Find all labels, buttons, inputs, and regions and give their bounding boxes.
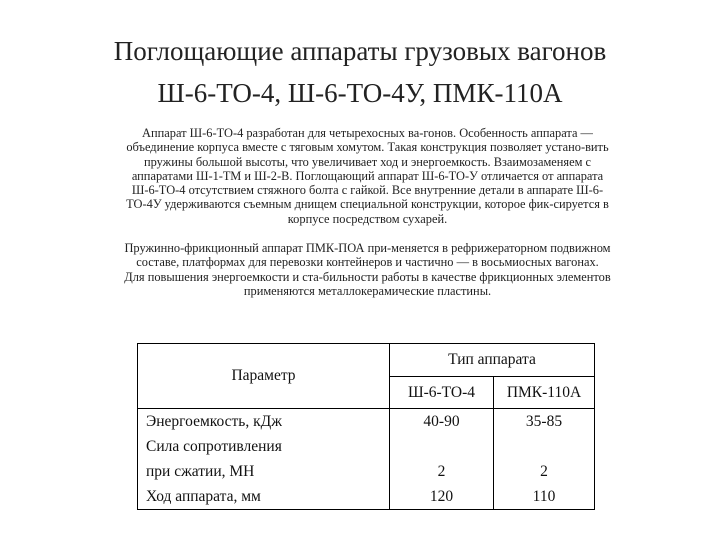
paragraph-line: Ш-6-ТО-4 отсутствием стяжного болта с гайкой. Все внутренние детали в аппарате Ш-6- <box>131 183 604 198</box>
paragraph-line: Пружинно-фрикционный аппарат ПМК-ПОА при-меняется в рефрижераторном подвижном <box>124 241 611 255</box>
table-row <box>138 434 595 459</box>
table-row <box>138 484 595 510</box>
paragraph-line: корпусе посредством сухарей. <box>287 211 448 226</box>
row-value-col2: 110 <box>532 487 556 505</box>
slide-title-line1: Поглощающие аппараты грузовых вагонов <box>113 36 607 66</box>
param-header: Параметр <box>138 344 390 409</box>
table-row <box>138 409 595 435</box>
row-value-col1: 40-90 <box>390 409 494 435</box>
paragraph-line: составе, платформах для перевозки контейнеров и частично — в восьмиосных вагонах. <box>136 255 599 270</box>
type-header: Тип аппарата <box>390 344 595 377</box>
paragraph-line: пружины большой высоты, что увеличивает ход и энергоемкость. Взаимозаменяем с <box>143 154 592 169</box>
paragraph-line: аппаратами Ш-1-ТМ и Ш-2-В. Поглощающий аппарат Ш-6-ТО-У отличается от аппарата <box>131 168 604 183</box>
table-row <box>138 459 595 484</box>
parameters-table <box>137 343 595 510</box>
row-label: Ход аппарата, мм <box>138 484 390 510</box>
row-value-col2: 35-85 <box>525 412 563 430</box>
row-label: Энергоемкость, кДж <box>138 409 390 435</box>
row-label: Сила сопротивления <box>138 434 390 459</box>
row-value-col2 <box>494 434 595 459</box>
slide-title-line2: Ш-6-ТО-4, Ш-6-ТО-4У, ПМК-110А <box>157 78 563 108</box>
row-value-col1: 120 <box>390 484 494 510</box>
row-value-col1: 2 <box>390 459 494 484</box>
paragraph-line: ТО-4У удерживаются съемным днищем специальной конструкции, которое фик-сируется в <box>126 197 609 212</box>
paragraph-пмк <box>40 241 695 298</box>
paragraph-line: Для повышения энергоемкости и ста-бильности работы в качестве фрикционных элементов <box>124 269 611 284</box>
row-label: при сжатии, МН <box>138 459 390 484</box>
paragraph-line: применяются металлокерамические пластины. <box>243 283 492 298</box>
paragraph-ш6то4 <box>40 126 695 226</box>
col-header-ш6то4: Ш-6-ТО-4 <box>390 377 494 409</box>
row-value-col1 <box>390 434 494 459</box>
col-header-пмк110а: ПМК-110А <box>494 377 595 409</box>
paragraph-line: объединение корпуса вместе с тяговым хомутом. Такая конструкция позволяет устано-вить <box>126 140 609 155</box>
paragraph-line: Аппарат Ш-6-ТО-4 разработан для четырехосных ва-гонов. Особенность аппарата — <box>142 126 593 140</box>
row-value-col2: 2 <box>540 462 548 480</box>
